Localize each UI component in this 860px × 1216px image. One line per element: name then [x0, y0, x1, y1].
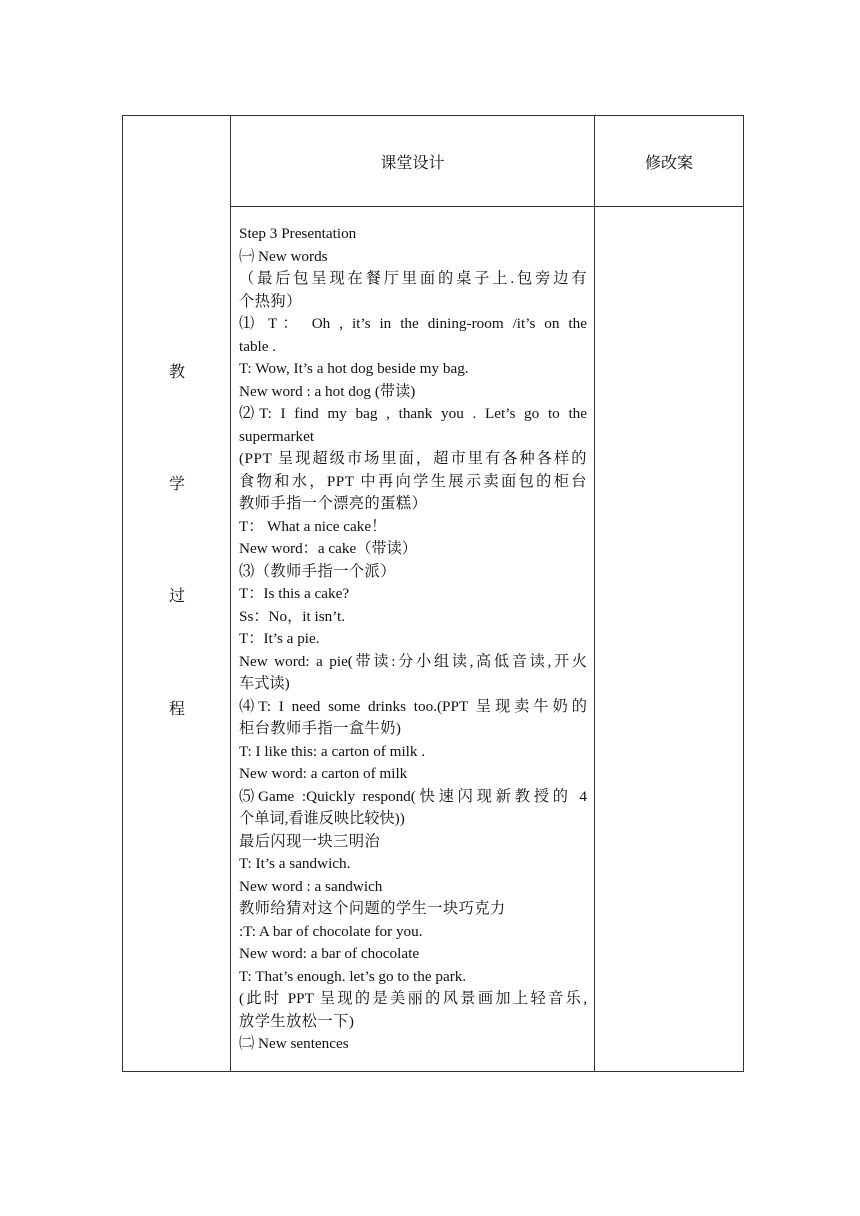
- content-line: (PPT 呈现超级市场里面，超市里有各种各样的: [239, 450, 587, 467]
- content-line: 放学生放松一下): [239, 1012, 355, 1030]
- content-line: supermarket: [239, 427, 315, 445]
- content-line: T: I like this: a carton of milk .: [239, 742, 426, 760]
- content-line: T: It’s a sandwich.: [239, 855, 351, 872]
- content-line: ㈠ New words: [239, 247, 328, 265]
- content-line: 个热狗）: [239, 292, 302, 310]
- content-line: 柜台教师手指一盒牛奶): [239, 720, 402, 737]
- content-line: New word: a carton of milk: [239, 765, 408, 782]
- content-line: Step 3 Presentation: [239, 225, 357, 242]
- content-line: New word：a cake（带读）: [239, 540, 417, 557]
- content-line: 车式读): [239, 675, 290, 692]
- content-line: ⑷T: I need some drinks too.(PPT 呈现卖牛奶的: [239, 697, 587, 715]
- lesson-plan-table: [122, 115, 744, 1072]
- content-line: T: Wow, It’s a hot dog beside my bag.: [239, 360, 469, 377]
- content-line: ⑶（教师手指一个派）: [239, 562, 396, 580]
- content-line: (此时 PPT 呈现的是美丽的风景画加上轻音乐,: [239, 990, 587, 1007]
- teaching-process-label: [123, 116, 230, 1070]
- content-line: :T: A bar of chocolate for you.: [239, 922, 423, 940]
- content-line: T：It’s a pie.: [239, 630, 320, 647]
- classroom-design-header: 课堂设计: [231, 116, 595, 207]
- teaching-process-label-cell: [123, 116, 231, 1072]
- content-line: 最后闪现一块三明治: [239, 832, 381, 850]
- table-header-row: [123, 116, 744, 207]
- content-line: New word : a sandwich: [239, 877, 383, 895]
- revision-content: [595, 207, 744, 1072]
- side-label-char: 教: [168, 364, 185, 381]
- content-line: Ss：No，it isn’t.: [239, 607, 346, 625]
- content-line: 食物和水，PPT 中再向学生展示卖面包的柜台: [239, 472, 587, 490]
- content-line: T： What a nice cake！: [239, 517, 387, 535]
- content-line: T：Is this a cake?: [239, 585, 350, 602]
- content-line: 教师手指一个漂亮的蛋糕）: [239, 495, 428, 512]
- content-line: ㈡ New sentences: [239, 1035, 349, 1052]
- content-line: ⑴ T： Oh , it’s in the dining-room /it’s on the: [239, 315, 587, 332]
- content-line: （最后包呈现在餐厅里面的桌子上.包旁边有: [239, 270, 587, 287]
- content-line: table .: [239, 337, 277, 355]
- content-line: 教师给猜对这个问题的学生一块巧克力: [239, 900, 506, 917]
- classroom-design-content: [231, 207, 595, 1072]
- content-line: T: That’s enough. let’s go to the park.: [239, 967, 467, 985]
- content-line: New word : a hot dog (带读): [239, 382, 416, 400]
- content-line: ⑸Game :Quickly respond(快速闪现新教授的 4: [239, 787, 587, 805]
- content-line: 个单词,看谁反映比较快)): [239, 810, 405, 827]
- content-line: New word: a bar of chocolate: [239, 945, 420, 962]
- side-label-char: 程: [168, 701, 185, 718]
- side-label-char: 过: [168, 588, 185, 605]
- content-line: ⑵T: I find my bag , thank you . Let’s go to the: [239, 405, 587, 422]
- revision-header: 修改案: [595, 116, 744, 207]
- side-label-char: 学: [168, 476, 185, 493]
- content-line: New word: a pie(带读:分小组读,高低音读,开火: [239, 652, 587, 670]
